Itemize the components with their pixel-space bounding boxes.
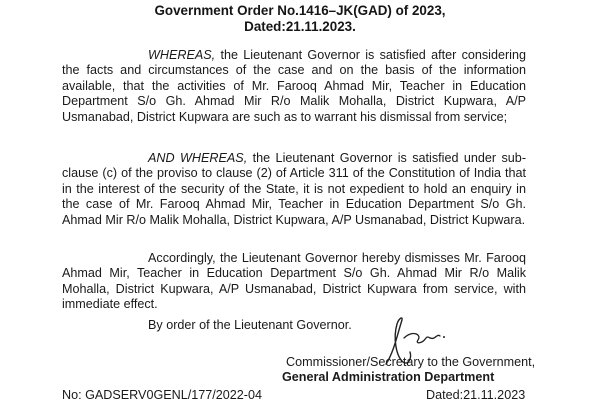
order-by-line: By order of the Lieutenant Governor. xyxy=(148,318,352,332)
whereas-paragraph xyxy=(62,48,526,125)
signature-date: Dated:21.11.2023 xyxy=(426,388,526,400)
and-whereas-lead: AND WHEREAS, xyxy=(148,151,248,165)
and-whereas-text: the Lieutenant Governor is satisfied under sub-clause (c) of the proviso to clause (2) of Article 311 of the Constitution of India that in the interest of the security of the State, it is not expedient to hold an enquiry in the case of Mr. Farooq Ahmad Mir, Teacher in Education Department S/o Gh. Ahmad Mir R/o Malik Mohalla, District Kupwara, A/P Usmanabad, District Kupwara. xyxy=(62,151,527,227)
signatory-department: General Administration Department xyxy=(282,370,495,384)
order-title-number: Government Order No.1416–JK(GAD) of 2023, xyxy=(154,3,446,18)
order-title-date: Dated:21.11.2023. xyxy=(244,19,356,34)
reference-number: No: GADSERV0GENL/177/2022-04 xyxy=(62,388,262,400)
and-whereas-paragraph xyxy=(62,151,526,228)
accordingly-paragraph: Accordingly, the Lieutenant Governor hereby dismisses Mr. Farooq Ahmad Mir, Teacher in Education Department S/o Gh. Ahmad Mir R/o Malik Mohalla, District Kupwara, A/P Usmanabad, District Kupwara from service, with immediate effect. xyxy=(62,251,526,312)
whereas-lead: WHEREAS, xyxy=(148,48,216,62)
whereas-text: the Lieutenant Governor is satisfied after considering the facts and circumstances of the case and on the basis of the information available, that the activities of Mr. Farooq Ahmad Mir, Teacher in Education Department S/o Gh. Ahmad Mir R/o Malik Mohalla, District Kupwara, A/P Usmanabad, District Kupwara are such as to warrant his dismissal from service; xyxy=(62,48,526,124)
signatory-designation: Commissioner/Secretary to the Government, xyxy=(286,355,536,369)
